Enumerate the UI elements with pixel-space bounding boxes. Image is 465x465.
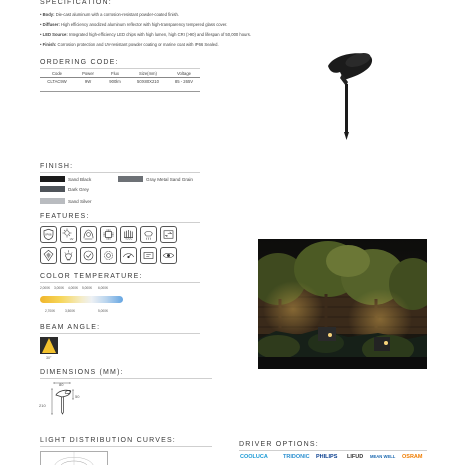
led-chip-icon: [100, 226, 117, 243]
dimensions-heading: DIMENSIONS (MM):: [40, 369, 124, 376]
light-distribution-divider: [40, 446, 212, 447]
driver-brand-philips: PHILIPS: [316, 454, 338, 460]
driver-brand-lifud: LIFUD: [347, 454, 364, 460]
driver-icon: [140, 247, 157, 264]
driver-options-divider: [239, 450, 427, 451]
col-flux: Flux: [111, 71, 119, 76]
ct-bottom-tick-1: 3,500K: [65, 309, 76, 313]
finish-swatch-gray-metal: [118, 176, 143, 182]
cell-flux: 900lm: [109, 79, 121, 84]
heat-sink-icon: [120, 226, 137, 243]
spec-finish: • Finish: Corrosion protection and UV-resistant powder coating or marine coat with IP66 Sealed.: [40, 42, 219, 47]
driver-brand-osram: OSRAM: [402, 454, 423, 460]
cell-size: 50X80X210: [137, 79, 159, 84]
color-temperature-heading: COLOR TEMPERATURE:: [40, 273, 143, 280]
finish-label-sand-black: Sand Black: [68, 176, 92, 182]
ct-bottom-tick-0: 2,700K: [45, 309, 56, 313]
ct-top-tick-3: 5,000K: [82, 286, 93, 290]
warranty-icon: [160, 226, 177, 243]
features-heading: FEATURES:: [40, 213, 90, 220]
finish-heading: FINISH:: [40, 163, 74, 170]
dimension-head-height: 50: [75, 394, 80, 399]
driver-brand-mean-well: MEAN WELL: [370, 454, 396, 459]
cell-code: CLTAC9W: [47, 79, 67, 84]
spec-body: • Body: Die-cast aluminum with a corrosion-resistant powder-coated finish.: [40, 12, 180, 17]
tempered-glass-icon: [160, 247, 177, 264]
ordering-table: [40, 70, 200, 85]
high-cri-icon: [80, 226, 97, 243]
ct-top-tick-0: 2,000K: [40, 286, 51, 290]
finish-swatch-dark-grey: [40, 186, 65, 192]
anti-corrosion-icon: [80, 247, 97, 264]
dimmable-icon: [120, 247, 137, 264]
driver-options-heading: DRIVER OPTIONS:: [239, 441, 319, 448]
col-power: Power: [82, 71, 94, 76]
features-divider: [40, 222, 200, 223]
finish-label-gray-metal: Gray Metal Sand Grain: [146, 176, 193, 182]
beam-angle-divider: [40, 333, 200, 334]
energy-class-icon: [40, 247, 57, 264]
ordering-header-row: [40, 70, 200, 78]
light-distribution-heading: LIGHT DISTRIBUTION CURVES:: [40, 437, 176, 444]
finish-label-dark-grey: Dark Grey: [68, 186, 89, 192]
cell-voltage: 85 - 265V: [174, 79, 194, 84]
col-code: Code: [51, 71, 62, 76]
beam-angle-value: 30°: [46, 356, 52, 360]
ordering-divider: [40, 68, 200, 69]
col-voltage: Voltage: [177, 71, 191, 76]
table-row: [40, 78, 200, 86]
lifespan-icon: [60, 247, 77, 264]
driver-brand-cooluca: COOLUCA: [240, 454, 268, 460]
ct-bottom-tick-2: 5,000K: [98, 309, 109, 313]
ip66-icon: [40, 226, 57, 243]
svg-text:UV: UV: [69, 237, 74, 241]
col-size: Size(mm): [139, 71, 157, 76]
ct-top-tick-1: 3,000K: [54, 286, 65, 290]
finish-label-sand-silver: Sand Silver: [68, 198, 92, 204]
ordering-heading: ORDERING CODE:: [40, 59, 119, 66]
anti-uv-icon: [60, 226, 77, 243]
spec-diffuser: • Diffuser: High efficiency anodized aluminum reflector with high-transparency tempered glass cover.: [40, 22, 228, 27]
dimension-total-height: 210: [39, 403, 46, 408]
dimension-width: 80: [59, 381, 64, 387]
light-distribution-chart: [40, 451, 108, 465]
color-temperature-bar: [40, 296, 123, 303]
beam-angle-graphic: [40, 337, 58, 354]
ordering-bottom-rule: [40, 91, 200, 92]
driver-brand-tridonic: TRIDONIC: [283, 454, 310, 460]
beam-angle-icon: [100, 247, 117, 264]
svg-text:IP66: IP66: [45, 232, 52, 237]
ct-top-tick-2: 4,000K: [68, 286, 79, 290]
specification-heading: SPECIFICATION:: [40, 0, 112, 6]
ct-top-tick-4: 6,000K: [98, 286, 109, 290]
product-image: [320, 48, 376, 146]
color-temperature-divider: [40, 282, 200, 283]
finish-divider: [40, 172, 200, 173]
application-photo: [258, 239, 427, 369]
beam-angle-heading: BEAM ANGLE:: [40, 324, 101, 331]
finish-swatch-sand-silver: [40, 198, 65, 204]
finish-swatch-sand-black: [40, 176, 65, 182]
glare-control-icon: [140, 226, 157, 243]
dimensions-divider: [40, 378, 212, 379]
spec-led-source: • LED Source: Integrated high-efficiency LED chips with high lumen, high CRI (>90) and lifespan of 50,000 hours.: [40, 32, 252, 37]
cell-power: 9W: [84, 79, 92, 84]
